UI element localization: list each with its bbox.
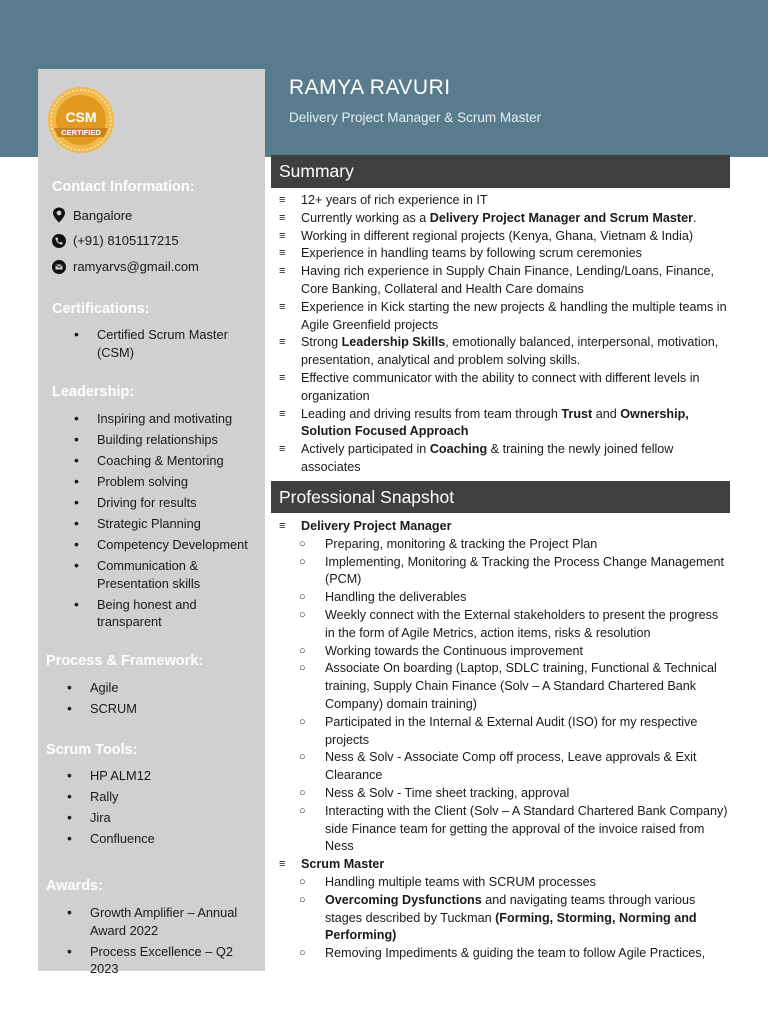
list-item: ≡ Experience in handling teams by following scrum ceremonies: [279, 245, 729, 263]
role-duties-list: [279, 536, 729, 856]
contact-heading: Contact Information:: [52, 179, 195, 195]
circle-bullet-icon: ○: [299, 555, 306, 568]
tools-list: [90, 767, 250, 851]
leadership-heading: Leadership:: [52, 384, 135, 400]
list-marker-icon: ≡: [279, 265, 286, 278]
list-marker-icon: ≡: [279, 247, 286, 260]
email-text[interactable]: ramyarvs@gmail.com: [73, 259, 199, 274]
list-item: • Jira: [90, 809, 250, 827]
list-marker-icon: ≡: [279, 300, 286, 313]
circle-bullet-icon: ○: [299, 644, 306, 657]
phone-text: (+91) 8105117215: [73, 233, 179, 248]
circle-bullet-icon: ○: [299, 662, 306, 675]
contact-phone: [52, 233, 179, 248]
list-item: ○ Overcoming Dysfunctions and navigating teams through various stages described by Tuckman (Forming, Storming, Norming and Performing): [299, 892, 697, 943]
process-list: [90, 679, 250, 721]
role-duties-list: [279, 874, 729, 963]
list-item: • Competency Development: [97, 536, 257, 554]
list-item: • Being honest and transparent: [97, 596, 217, 631]
list-item: • SCRUM: [90, 700, 250, 718]
list-item: • Confluence: [90, 830, 250, 848]
circle-bullet-icon: ○: [299, 751, 306, 764]
list-marker-icon: ≡: [279, 194, 286, 206]
list-item: • Certified Scrum Master (CSM): [97, 326, 247, 361]
list-marker-icon: ≡: [279, 371, 286, 384]
list-item: • Strategic Planning: [97, 515, 257, 533]
list-item: ○ Ness & Solv - Associate Comp off process, Leave approvals & Exit Clearance: [299, 750, 697, 783]
snapshot-list: [279, 518, 729, 963]
role-title: Delivery Project Manager: [301, 519, 452, 533]
certifications-list: [97, 326, 247, 365]
list-item: ○ Interacting with the Client (Solv – A Standard Chartered Bank Company) side Finance team for getting the approval of the invoice raised from Ness: [299, 803, 728, 854]
tools-heading: Scrum Tools:: [46, 742, 138, 758]
list-marker-icon: ≡: [279, 211, 286, 224]
list-item: ≡ Strong Leadership Skills, emotionally balanced, interpersonal, motivation, presentation, analytical and problem solving skills.: [279, 335, 719, 368]
circle-bullet-icon: ○: [299, 537, 306, 550]
role-item: [279, 856, 729, 963]
list-item: • Problem solving: [97, 473, 257, 491]
list-item: ≡ Leading and driving results from team through Trust and Ownership, Solution Focused Approach: [279, 406, 689, 439]
list-item: ○ Participated in the Internal & External Audit (ISO) for my respective projects: [299, 714, 698, 747]
awards-heading: Awards:: [46, 878, 103, 894]
contact-email: [52, 259, 199, 274]
candidate-name: RAMYA RAVURI: [289, 76, 451, 99]
list-item: • Coaching & Mentoring: [97, 452, 257, 470]
list-item: ≡ Working in different regional projects (Kenya, Ghana, Vietnam & India): [279, 228, 729, 246]
awards-list: [90, 904, 255, 981]
list-item: ≡ Experience in Kick starting the new projects & handling the multiple teams in Agile Greenfield projects: [279, 299, 727, 332]
list-item: • Driving for results: [97, 494, 257, 512]
list-item: • Rally: [90, 788, 250, 806]
summary-heading: Summary: [271, 155, 730, 188]
list-item: ≡ Having rich experience in Supply Chain Finance, Lending/Loans, Finance, Core Banking, Collateral and Health Care domains: [279, 264, 715, 296]
circle-bullet-icon: ○: [299, 804, 306, 817]
circle-bullet-icon: ○: [299, 591, 306, 604]
list-item: ○ Removing Impediments & guiding the team to follow Agile Practices,: [279, 945, 729, 963]
circle-bullet-icon: ○: [299, 947, 306, 960]
list-item: ○ Ness & Solv - Time sheet tracking, approval: [279, 785, 729, 803]
list-item: ○ Working towards the Continuous improvement: [279, 643, 729, 661]
list-item: ○ Associate On boarding (Laptop, SDLC training, Functional & Technical training, Supply Chain Finance (Solv – A Standard Chartered Bank Company) domain training): [299, 661, 717, 711]
list-item: ○ Weekly connect with the External stakeholders to present the progress in the form of Agile Metrics, action items, risks & resolution: [299, 607, 719, 640]
badge-csm-text: CSM: [65, 109, 97, 125]
list-item: • Agile: [90, 679, 250, 697]
role-item: [279, 518, 729, 856]
list-marker-icon: ≡: [279, 336, 286, 349]
location-text: Bangalore: [73, 207, 133, 223]
list-item: ≡ Effective communicator with the ability to connect with different levels in organization: [279, 370, 700, 403]
list-marker-icon: ≡: [279, 520, 286, 532]
location-pin-icon: [52, 207, 66, 223]
circle-bullet-icon: ○: [299, 715, 306, 728]
snapshot-heading: Professional Snapshot: [271, 481, 730, 513]
list-item: ≡ 12+ years of rich experience in IT: [279, 192, 729, 210]
list-item: • HP ALM12: [90, 767, 250, 785]
list-item: ○ Implementing, Monitoring & Tracking the Process Change Management (PCM): [299, 554, 725, 587]
list-item: ○ Handling multiple teams with SCRUM processes: [279, 874, 729, 892]
badge-certified-text: CERTIFIED: [61, 128, 101, 137]
list-marker-icon: ≡: [279, 407, 286, 420]
list-marker-icon: ≡: [279, 229, 286, 242]
candidate-title: Delivery Project Manager & Scrum Master: [289, 110, 542, 125]
list-item: ○ Preparing, monitoring & tracking the Project Plan: [279, 536, 729, 554]
circle-bullet-icon: ○: [299, 608, 306, 621]
summary-list: [279, 192, 729, 477]
list-item: ○ Handling the deliverables: [279, 589, 729, 607]
role-title: Scrum Master: [301, 857, 385, 872]
list-marker-icon: ≡: [279, 443, 286, 456]
list-item: • Process Excellence – Q2 2023: [90, 943, 255, 978]
certifications-heading: Certifications:: [52, 301, 150, 317]
csm-certified-badge: [46, 85, 116, 155]
phone-icon: [52, 234, 66, 248]
circle-bullet-icon: ○: [299, 875, 306, 888]
leadership-list: [97, 410, 257, 634]
circle-bullet-icon: ○: [299, 786, 306, 799]
list-item: • Growth Amplifier – Annual Award 2022: [90, 904, 240, 939]
list-item: ≡ Currently working as a Delivery Project Manager and Scrum Master.: [279, 210, 729, 228]
list-item: • Building relationships: [97, 431, 257, 449]
list-item: ≡ Actively participated in Coaching & training the newly joined fellow associates: [279, 442, 674, 474]
list-item: • Inspiring and motivating: [97, 410, 257, 428]
list-marker-icon: ≡: [279, 858, 286, 871]
circle-bullet-icon: ○: [299, 893, 306, 906]
email-icon: [52, 260, 66, 274]
list-item: • Communication & Presentation skills: [97, 557, 217, 592]
contact-location: [52, 207, 132, 223]
process-heading: Process & Framework:: [46, 653, 204, 669]
